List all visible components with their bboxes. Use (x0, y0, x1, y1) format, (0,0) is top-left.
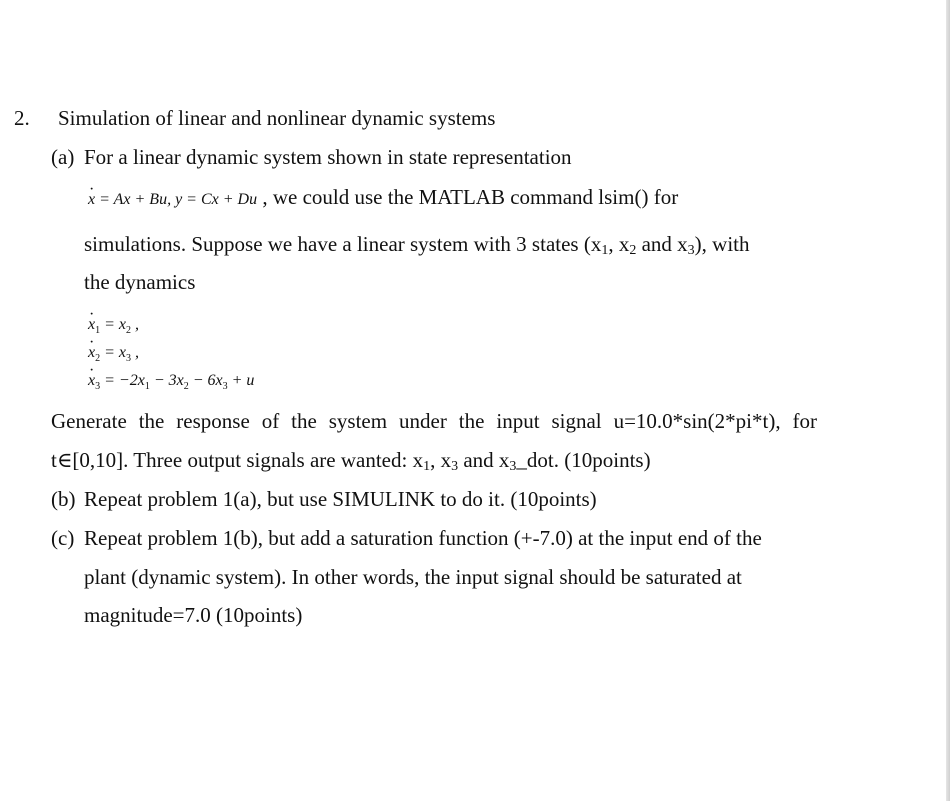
generate-line-2: t∈[0,10]. Three output signals are wanted: x1, x3 and x3_dot. (10points) (51, 448, 651, 474)
dynamics-eq-2: · $x_2 = x_3$ , (88, 338, 139, 365)
part-c-line1: Repeat problem 1(b), but add a saturation function (+-7.0) at the input end of the (84, 526, 762, 550)
part-c-line3: magnitude=7.0 (10points) (84, 603, 303, 627)
problem-number: 2. (14, 106, 30, 130)
part-b-label: (b) (51, 487, 76, 511)
state-equation-line (88, 185, 678, 210)
part-c-line2: plant (dynamic system). In other words, the input signal should be saturated at (84, 565, 742, 589)
part-a-line3: simulations. Suppose we have a linear system with 3 states (x1, x2 and x3), with (84, 232, 750, 258)
part-a-intro: For a linear dynamic system shown in state representation (84, 145, 572, 169)
dynamics-eq-1: · $x_1 = x_2$ , (88, 310, 139, 337)
part-a-line4: the dynamics (84, 270, 196, 294)
part-b-text: Repeat problem 1(a), but use SIMULINK to do it. (10points) (84, 487, 597, 511)
state-space-equation: · x = Ax + Bu, y = Cx + Du (88, 191, 257, 208)
part-a-label: (a) (51, 145, 75, 169)
problem-title: Simulation of linear and nonlinear dynamic systems (58, 106, 496, 130)
dynamics-eq-3: · $x_3 = -2x_1 - 3x_2 - 6x_3 + u$ (88, 366, 254, 393)
page-edge-shadow (946, 0, 950, 801)
equation-tail: , we could use the MATLAB command lsim() for (262, 185, 679, 209)
generate-line-1: Generate the response of the system under the input signal u=10.0*sin(2*pi*t), for (51, 409, 817, 433)
part-c-label: (c) (51, 526, 75, 550)
